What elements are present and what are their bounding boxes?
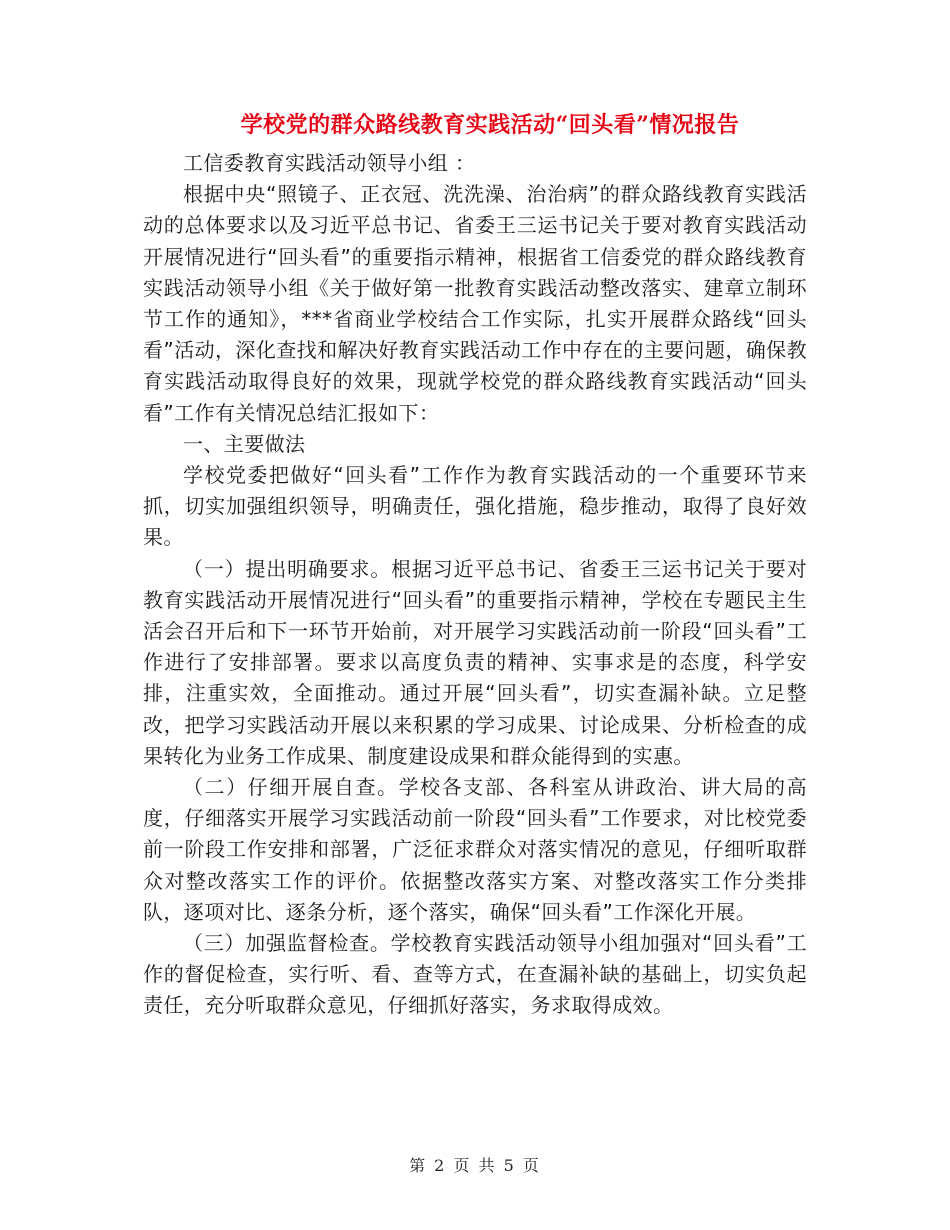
- paragraph-item-2: （二）仔细开展自查。学校各支部、各科室从讲政治、讲大局的高度，仔细落实开展学习实践活动前一阶段“回头看”工作要求，对比校党委前一阶段工作安排和部署，广泛征求群众对落实情况的意见，仔细听取群众对整改落实工作的评价。依据整改落实方案、对整改落实工作分类排队，逐项对比、逐条分析，逐个落实，确保“回头看”工作深化开展。: [143, 775, 807, 924]
- section-heading: 一、主要做法: [183, 431, 306, 456]
- salutation: 工信委教育实践活动领导小组 ：: [183, 151, 476, 175]
- paragraph-intro: 根据中央“照镜子、正衣冠、洗洗澡、治治病”的群众路线教育实践活动的总体要求以及习近平总书记、省委王三运书记关于要对教育实践活动开展情况进行“回头看”的重要指示精神，根据省工信委党的群众路线教育实践活动领导小组《关于做好第一批教育实践活动整改落实、建章立制环节工作的通知》，***省商业学校结合工作实际，扎实开展群众路线“回头看”活动，深化查找和解决好教育实践活动工作中存在的主要问题，确保教育实践活动取得良好的效果，现就学校党的群众路线教育实践活动“回头看”工作有关情况总结汇报如下：: [143, 182, 807, 425]
- paragraph-item-3: （三）加强监督检查。学校教育实践活动领导小组加强对“回头看”工作的督促检查，实行听、看、查等方式，在查漏补缺的基础上，切实负起责任，充分听取群众意见，仔细抓好落实，务求取得成效。: [143, 931, 807, 1018]
- paragraph-item-1: （一）提出明确要求。根据习近平总书记、省委王三运书记关于要对教育实践活动开展情况进行“回头看”的重要指示精神，学校在专题民主生活会召开后和下一环节开始前，对开展学习实践活动前一阶段“回头看”工作进行了安排部署。要求以高度负责的精神、实事求是的态度，科学安排，注重实效，全面推动。通过开展“回头看”，切实查漏补缺。立足整改，把学习实践活动开展以来积累的学习成果、讨论成果、分析检查的成果转化为业务工作成果、制度建设成果和群众能得到的实惠。: [143, 556, 807, 768]
- paragraph-overview: 学校党委把做好“回头看”工作作为教育实践活动的一个重要环节来抓，切实加强组织领导，明确责任，强化措施，稳步推动，取得了良好效果。: [143, 463, 807, 550]
- page-number-footer: 第 2 页 共 5 页: [409, 1156, 541, 1175]
- document-title: 学校党的群众路线教育实践活动“回头看”情况报告: [240, 112, 740, 138]
- document-body: [143, 148, 807, 1022]
